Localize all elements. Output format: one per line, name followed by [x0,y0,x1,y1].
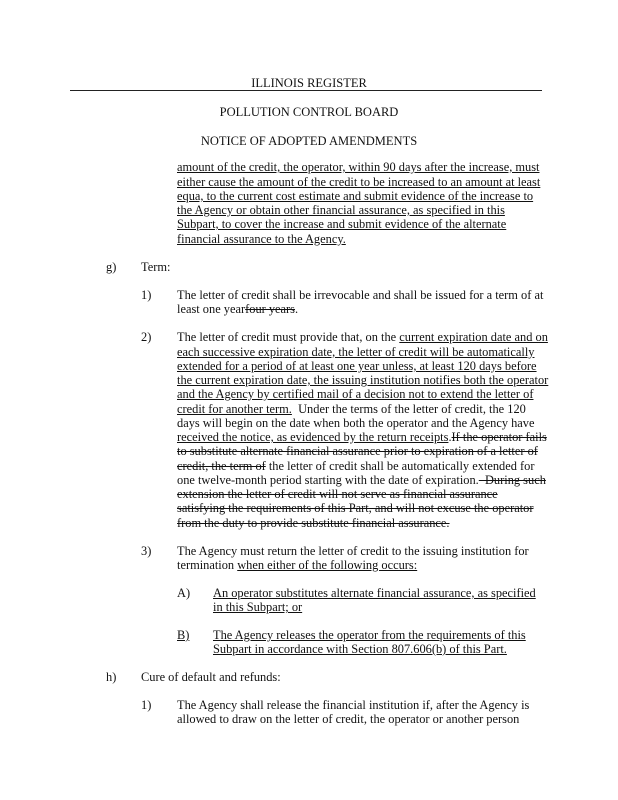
g1-line-2-end: . [295,302,299,316]
g1-line-2 [177,302,298,316]
g1-line-2-struck: four years [245,302,296,316]
g1-number: 1) [141,288,152,302]
section-h-label: h) [106,670,117,684]
g2-line-13: satisfying the requirements of this Part, and will not excuse the operator [177,501,534,515]
g2-number: 2) [141,330,152,344]
continuation-line-6: financial assurance to the Agency. [177,232,346,246]
g2-line-1 [177,330,548,344]
g2-l11-struck: During such [478,473,546,487]
continuation-line-4: the Agency or obtain other financial assurance, as specified in this [177,203,505,217]
g2-line-12: extension the letter of credit will not serve as financial assurance [177,487,498,501]
g2-l10-struck: credit, the term of [177,459,266,473]
continuation-line-2: either cause the amount of the credit to be increased to an amount at least [177,175,541,189]
g3a-line-2: in this Subpart; or [213,600,303,614]
continuation-line-5: Subpart, to cover the increase and submit evidence of the alternate [177,217,507,231]
g3b-line-2: Subpart in accordance with Section 807.606(b) of this Part. [213,642,507,656]
continuation-line-1: amount of the credit, the operator, within 90 days after the increase, must [177,160,540,174]
notice-title: NOTICE OF ADOPTED AMENDMENTS [200,134,418,148]
g3b-label: B) [177,628,190,642]
g1-line-1: The letter of credit shall be irrevocable and shall be issued for a term of at [177,288,544,302]
section-g-heading: Term: [141,260,171,274]
g2-line-9: to substitute alternate financial assurance prior to expiration of a letter of [177,444,538,458]
h1-line-2: allowed to draw on the letter of credit, the operator or another person [177,712,520,726]
g2-l8-struck: If the operator fails [451,430,547,444]
g2-line-3: extended for a period of at least one year unless, at least 120 days before [177,359,537,373]
section-h-heading: Cure of default and refunds: [141,670,281,684]
g2-line-7: days will begin on the date when both the operator and the Agency have [177,416,535,430]
board-title: POLLUTION CONTROL BOARD [219,105,399,119]
g2-line-4: the current expiration date, the issuing institution notifies both the operator [177,373,549,387]
g3-l2-plain: termination [177,558,238,572]
g2-line-2: each successive expiration date, the letter of credit will be automatically [177,345,535,359]
g2-line-5: and the Agency by certified mail of a decision not to extend the letter of [177,387,534,401]
g2-l10-plain: the letter of credit shall be automatically extended for [265,459,535,473]
g3a-label: A) [177,586,191,600]
g2-line-6 [177,402,526,416]
continuation-line-3: equa, to the current cost estimate and submit evidence of the increase to [177,189,534,203]
g2-l8-added: received the notice, as evidenced by the return receipts [177,430,449,444]
g3-number: 3) [141,544,152,558]
g3-line-1: The Agency must return the letter of credit to the issuing institution for [177,544,529,558]
g3b-line-1: The Agency releases the operator from the requirements of this [213,628,526,642]
header-rule [70,90,542,91]
g2-l6-plain: Under the terms of the letter of credit, the 120 [291,402,526,416]
g3-l2-added: when either of the following occurs: [237,558,418,572]
h1-line-1: The Agency shall release the financial institution if, after the Agency is [177,698,530,712]
g1-line-2-plain: least one year [177,302,246,316]
g2-l8-plain: . [448,430,452,444]
g3-line-2 [177,558,417,572]
g3a-line-1: An operator substitutes alternate financial assurance, as specified [213,586,536,600]
g2-line-10 [177,459,534,473]
register-title: ILLINOIS REGISTER [251,76,367,90]
g2-l1-plain: The letter of credit must provide that, on the [177,330,400,344]
g2-line-11 [177,473,546,487]
g2-l1-added: current expiration date and on [399,330,548,344]
section-g-label: g) [106,260,117,274]
h1-number: 1) [141,698,152,712]
g2-l11-plain: one twelve-month period starting with the date of expiration. [177,473,479,487]
g2-line-8 [177,430,547,444]
g2-l6-added: credit for another term. [177,402,292,416]
g2-line-14: from the duty to provide substitute financial assurance. [177,516,450,530]
